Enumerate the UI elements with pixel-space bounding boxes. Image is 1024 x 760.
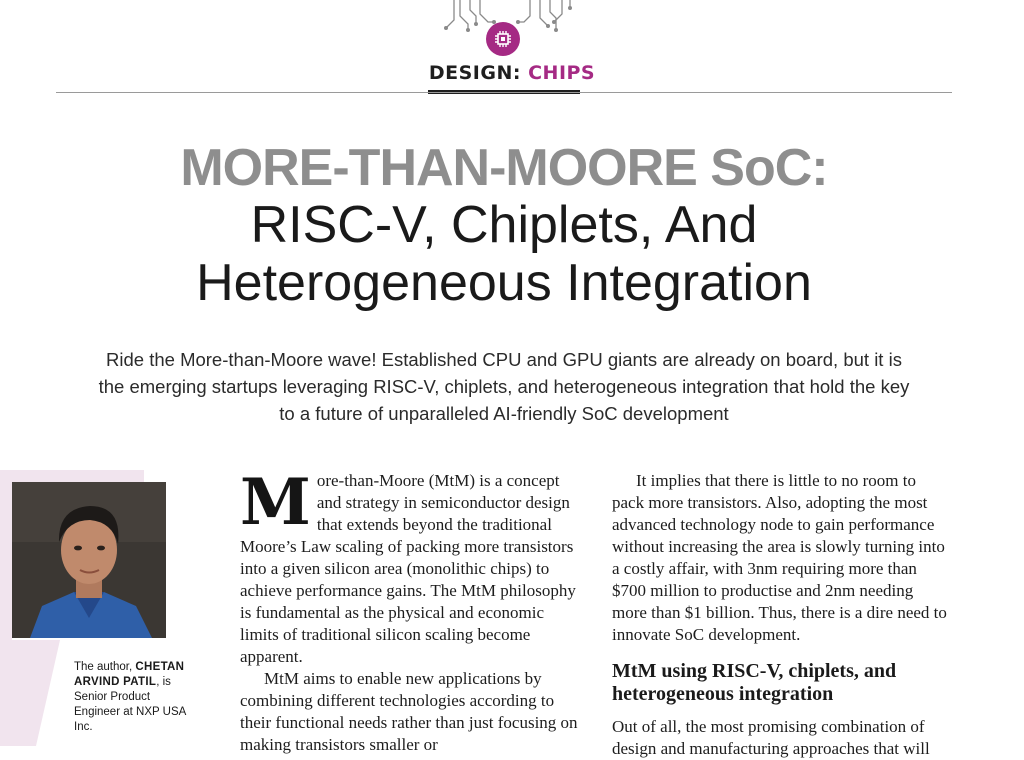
author-accent-bar (0, 470, 144, 482)
standfirst: Ride the More-than-Moore wave! Established CPU and GPU giants are already on board, but it is the emerging startups leveraging RISC-V, chiplets, and heterogeneous integration that hold the key to a future of unparalleled AI-friendly SoC development (98, 349, 910, 424)
body-column-1 (240, 465, 580, 756)
body-paragraph: MtM aims to enable new applications by combining different technologies according to their functional needs rather than just focusing on making transistors smaller or (240, 669, 578, 754)
author-photo (12, 482, 166, 638)
author-caption (74, 660, 198, 735)
drop-cap: M (240, 465, 311, 540)
chip-icon (486, 22, 520, 56)
body-text: ore-than-Moore (MtM) is a concept and strategy in semiconductor design that extends beyond the traditional Moore’s Law scaling of packing more transistors into a given silicon area (monolithic chips) to achieve performance gains. The MtM philosophy is fundamental as the physical and economic limits of traditional silicon scaling become apparent. (240, 471, 576, 666)
headline-line-1: RISC-V, Chiplets, And (250, 196, 758, 254)
author-caption-prefix: The author, (74, 661, 133, 673)
author-name: CHETAN ARVIND PATIL (74, 661, 185, 688)
headline-kicker: MORE-THAN-MOORE SoC: (180, 139, 828, 197)
author-accent-diagonal (0, 640, 70, 746)
section-accent: CHIPS (528, 62, 596, 84)
author-caption-role: , is Senior Product Engineer at NXP USA Inc. (74, 676, 186, 733)
section-tag (420, 62, 604, 84)
body-paragraph: It implies that there is little to no room to pack more transistors. Also, adopting the most advanced technology node to gain performance without increasing the area is slowly turning into a costly affair, with 3nm requiring more than $700 million to productise and 2nm needing more than $1 billion. Thus, there is a dire need to innovate SoC development. (612, 471, 947, 644)
body-paragraph (240, 465, 580, 668)
subheading: MtM using RISC-V, chiplets, and heterogeneous integration (612, 660, 897, 705)
body-column-2 (612, 470, 952, 760)
headline (0, 196, 1008, 312)
headline-line-2: Heterogeneous Integration (196, 254, 812, 312)
section-prefix: DESIGN: (428, 62, 521, 84)
header-divider (56, 92, 952, 93)
body-paragraph: Out of all, the most promising combination of design and manufacturing approaches that will (612, 717, 930, 758)
